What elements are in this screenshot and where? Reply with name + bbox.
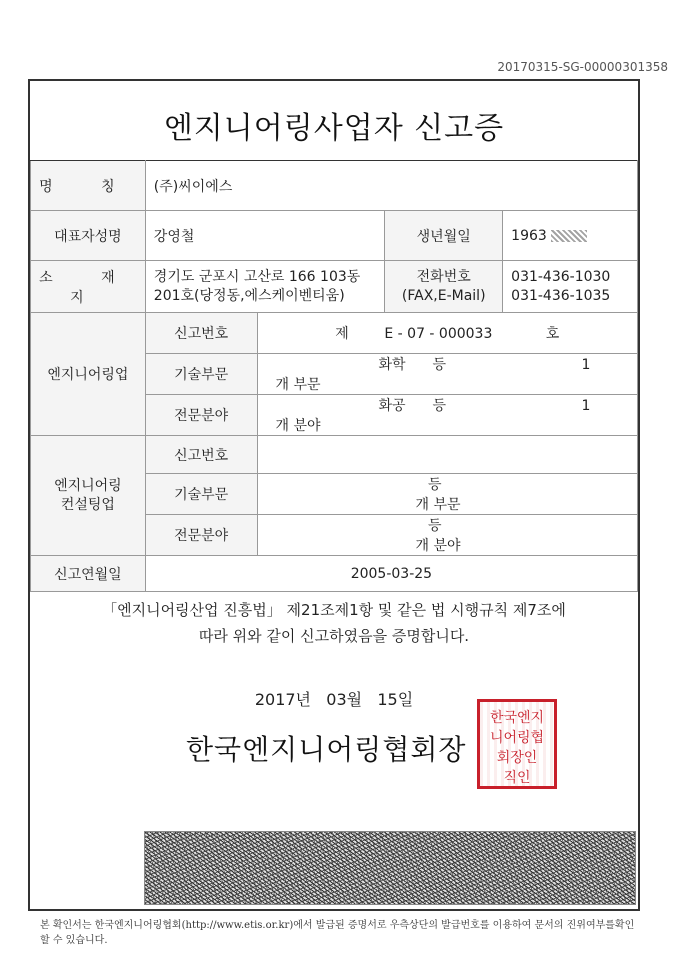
consult-label <box>31 436 146 556</box>
name-value: (주)씨이에스 <box>145 161 637 211</box>
consult-label-1: 엔지니어링 <box>54 477 122 494</box>
statement-line-1: 「엔지니어링산업 진흥법」 제21조제1항 및 같은 법 시행규칙 제7조에 <box>102 601 566 619</box>
eng-spec-label: 전문분야 <box>145 395 257 436</box>
consult-spec-unit: 개 분야 <box>415 538 461 554</box>
eng-tech-unit: 개 부문 <box>275 377 321 393</box>
eng-regno-label: 신고번호 <box>145 313 257 354</box>
consult-tech-value <box>257 474 637 515</box>
footer-line-1: 본 확인서는 한국엔지니어링협회(http://www.etis.or.kr)에서 발급된 증명서로 우측상단의 발급번호를 이용하여 문서의 진위여부를확인 <box>40 920 635 931</box>
phone-label <box>385 261 503 313</box>
eng-tech-field: 화학 <box>378 357 406 373</box>
footer-line-2: 할 수 있습니다. <box>40 935 108 946</box>
issue-date: 2017년 03월 15일 <box>254 690 414 709</box>
phone-2: 031-436-1035 <box>511 287 611 304</box>
phone-label-2: (FAX,E-Mail) <box>401 287 486 304</box>
footer-note <box>40 918 640 948</box>
eng-tech-value <box>257 354 637 395</box>
addr-line-2: 201호(당정동,에스케이벤티움) <box>153 287 345 304</box>
phone-value <box>503 261 638 313</box>
consult-spec-suffix: 등 <box>428 518 442 534</box>
eng-regno-suffix: 호 <box>545 326 560 342</box>
addr-line-1: 경기도 군포시 고산로 166 103동 <box>153 268 361 285</box>
eng-spec-value <box>257 395 637 436</box>
eng-spec-unit: 개 분야 <box>275 418 321 434</box>
row-consult-regno <box>31 436 638 474</box>
consult-tech-unit: 개 부문 <box>415 497 461 513</box>
eng-tech-count: 1 <box>581 357 591 373</box>
phone-1: 031-436-1030 <box>511 268 611 285</box>
certification-statement <box>30 597 638 649</box>
eng-spec-suffix: 등 <box>432 398 446 414</box>
consult-regno-label: 신고번호 <box>145 436 257 474</box>
row-address <box>31 261 638 313</box>
certificate-title: 엔지니어링사업자 신고증 <box>163 111 505 146</box>
2d-barcode <box>144 831 636 905</box>
birth-label: 생년월일 <box>385 211 503 261</box>
consult-tech-suffix: 등 <box>428 477 442 493</box>
report-date-value: 2005-03-25 <box>145 556 637 592</box>
eng-regno-value <box>257 313 637 354</box>
eng-regno-number: E - 07 - 000033 <box>384 326 493 342</box>
addr-value <box>145 261 384 313</box>
rep-label: 대표자성명 <box>31 211 146 261</box>
row-representative <box>31 211 638 261</box>
eng-tech-suffix: 등 <box>432 357 446 373</box>
rep-value: 강영철 <box>145 211 384 261</box>
consult-regno-value <box>257 436 637 474</box>
document-number: 20170315-SG-00000301358 <box>497 60 668 74</box>
birth-value: 1963 <box>511 227 547 244</box>
phone-label-1: 전화번호 <box>416 268 471 285</box>
report-date-label: 신고연월일 <box>31 556 146 592</box>
consult-label-2: 컨설팅업 <box>60 496 115 513</box>
issuer-name: 한국엔지니어링협회장 <box>186 733 467 766</box>
eng-tech-label: 기술부문 <box>145 354 257 395</box>
eng-spec-field: 화공 <box>378 398 406 414</box>
row-report-date <box>31 556 638 592</box>
row-eng-regno <box>31 313 638 354</box>
statement-line-2: 따라 위와 같이 신고하였음을 증명합니다. <box>198 627 470 645</box>
addr-label: 소 재 지 <box>31 261 146 313</box>
certificate-frame <box>28 79 640 911</box>
birth-cell <box>503 211 638 261</box>
consult-tech-label: 기술부문 <box>145 474 257 515</box>
eng-spec-count: 1 <box>581 398 591 414</box>
eng-regno-prefix: 제 <box>335 326 349 342</box>
consult-spec-value <box>257 515 637 556</box>
consult-spec-label: 전문분야 <box>145 515 257 556</box>
certificate-table <box>30 160 638 592</box>
official-seal-stamp: 한국엔지 니어링협 회장인 직인 <box>477 699 557 789</box>
row-name <box>31 161 638 211</box>
eng-business-label: 엔지니어링업 <box>31 313 146 436</box>
redacted-mark <box>551 230 587 242</box>
name-label: 명 칭 <box>31 161 146 211</box>
